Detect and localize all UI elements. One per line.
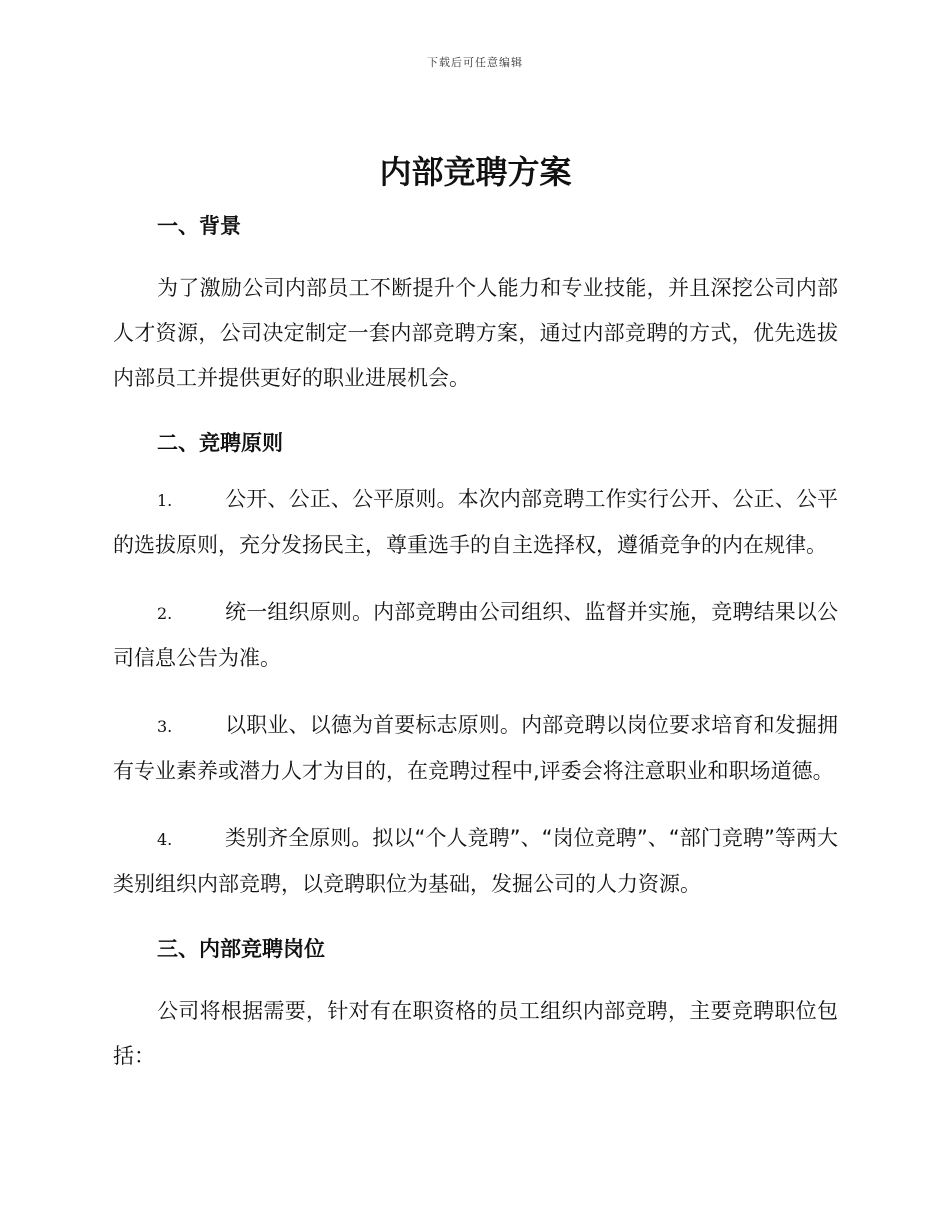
principle-item-2 (113, 590, 838, 681)
list-item-text: 公开、公正、公平原则。本次内部竞聘工作实行公开、公正、公平的选拔原则，充分发扬民主，尊重选手的自主选择权，遵循竞争的内在规律。 (113, 487, 838, 557)
principle-item-4 (113, 816, 838, 907)
list-number: 3. (157, 717, 173, 736)
list-number: 4. (157, 830, 173, 849)
document-title: 内部竞聘方案 (379, 153, 572, 191)
page-header: 下载后可任意编辑 (427, 56, 523, 69)
list-item-text: 类别齐全原则。拟以“个人竞聘”、“岗位竞聘”、“部门竞聘”等两大类别组织内部竞聘，以竞聘职位为基础，发掘公司的人力资源。 (113, 826, 838, 896)
document-body (113, 150, 838, 1079)
background-paragraph: 为了激励公司内部员工不断提升个人能力和专业技能，并且深挖公司内部人才资源，公司决定制定一套内部竞聘方案，通过内部竞聘的方式，优先选拔内部员工并提供更好的职业进展机会。 (113, 276, 838, 390)
principle-item-3 (113, 703, 838, 794)
principle-item-1 (113, 477, 838, 568)
section-heading-background: 一、背景 (157, 214, 241, 238)
list-item-text: 统一组织原则。内部竞聘由公司组织、监督并实施，竞聘结果以公司信息公告为准。 (113, 600, 838, 670)
list-number: 1. (157, 491, 173, 510)
section-heading-principles: 二、竞聘原则 (157, 431, 283, 455)
list-item-text: 以职业、以德为首要标志原则。内部竞聘以岗位要求培育和发掘拥有专业素养或潜力人才为目的，在竞聘过程中,评委会将注意职业和职场道德。 (113, 713, 838, 783)
positions-paragraph: 公司将根据需要，针对有在职资格的员工组织内部竞聘，主要竞聘职位包括： (113, 999, 838, 1068)
section-heading-positions: 三、内部竞聘岗位 (157, 937, 325, 961)
list-number: 2. (157, 604, 173, 623)
